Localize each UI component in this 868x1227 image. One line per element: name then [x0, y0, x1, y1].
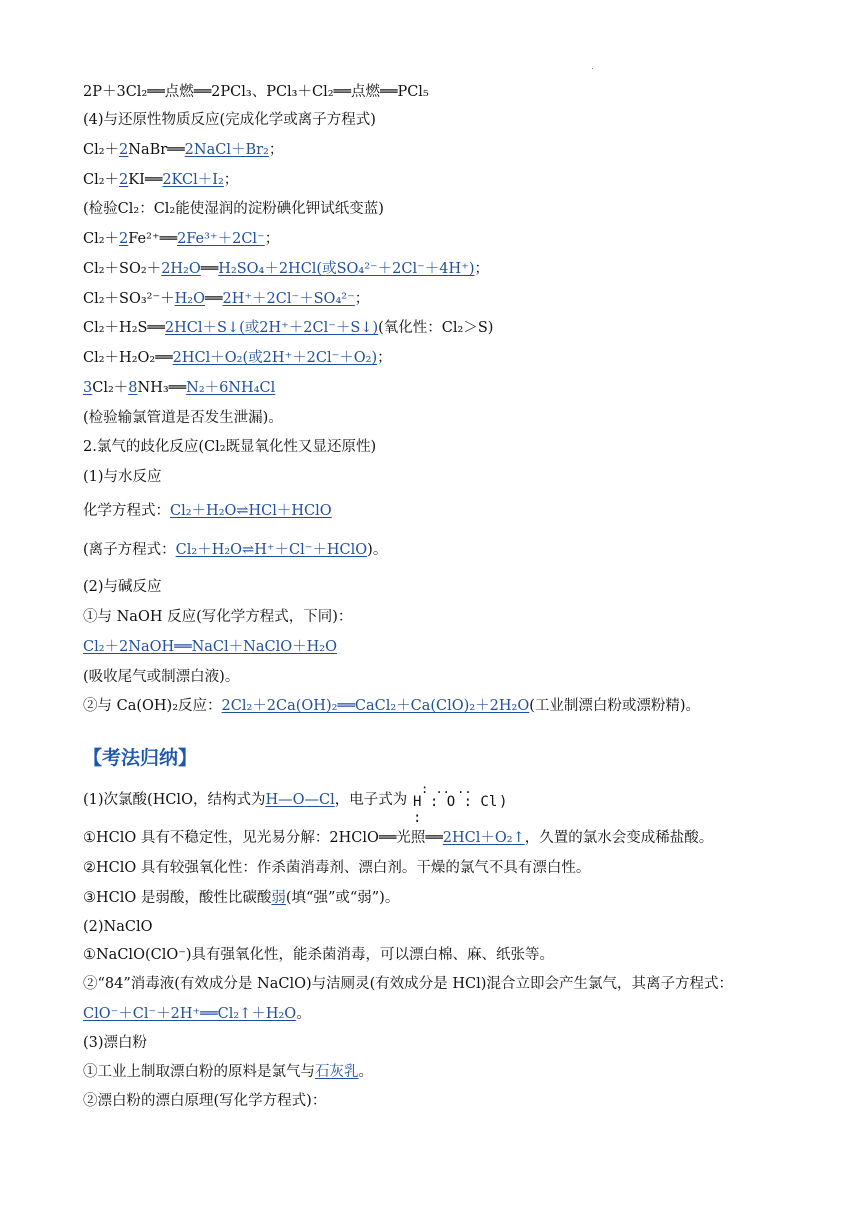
text-line	[83, 828, 713, 848]
answer-text: 2H⁺＋2Cl⁻＋SO₄²⁻	[222, 291, 355, 307]
text-line	[83, 199, 384, 219]
line-text: (离子方程式：	[83, 542, 176, 558]
line-text: NaBr══	[128, 142, 185, 158]
answer-text: 2	[119, 142, 129, 158]
electron-formula	[413, 782, 508, 826]
text-line	[83, 858, 590, 878]
text-line	[83, 1062, 373, 1082]
answer-text: Cl₂＋H₂O⇌H⁺＋Cl⁻＋HClO	[175, 542, 368, 558]
line-text: Fe²⁺══	[128, 231, 178, 247]
line-text: (检验输氯管道是否发生泄漏)。	[83, 410, 283, 426]
line-text: Cl₂＋H₂O₂══	[83, 350, 173, 366]
line-text: Cl₂＋	[83, 231, 120, 247]
line-text: ，久置的氯水会变成稀盐酸。	[524, 830, 714, 846]
answer-text: Cl₂＋H₂O⇌HCl＋HClO	[170, 503, 332, 519]
answer-text: ClO⁻＋Cl⁻＋2H⁺══Cl₂↑＋H₂O	[83, 1006, 297, 1022]
line-text: (填“强”或“弱”)。	[285, 890, 400, 906]
text-line	[83, 259, 489, 279]
answer-text: 2HCl＋S↓(或2H⁺＋2Cl⁻＋S↓)	[164, 320, 379, 336]
line-text: 2P＋3Cl₂══点燃══2PCl₃、PCl₃＋Cl₂══点燃══PCl₅	[83, 84, 429, 100]
line-text: ②漂白粉的漂白原理(写化学方程式)：	[83, 1093, 327, 1109]
line-text: Cl₂＋SO₃²⁻＋	[83, 291, 175, 307]
line-text: 。	[358, 1064, 373, 1080]
line-text: (氧化性：Cl₂＞S)	[378, 320, 494, 336]
answer-text: 2Cl₂＋2Ca(OH)₂══CaCl₂＋Ca(ClO)₂＋2H₂O	[221, 698, 530, 714]
text-line	[83, 607, 352, 627]
line-text: ③HClO 是弱酸，酸性比碳酸	[83, 890, 272, 906]
answer-text: 3	[83, 380, 93, 396]
line-text: ①与 NaOH 反应(写化学方程式，下同)：	[83, 609, 353, 625]
electron-formula-dots: : .. ..	[421, 782, 472, 796]
line-text: 化学方程式：	[83, 503, 170, 519]
text-line	[83, 696, 700, 716]
text-line	[83, 637, 337, 657]
line-text: (2)NaClO	[83, 919, 153, 935]
answer-text: 2HCl＋O₂↑	[442, 830, 525, 846]
answer-text: 2HCl＋O₂(或2H⁺＋2Cl⁻＋O₂)	[172, 350, 378, 366]
text-line	[83, 170, 238, 190]
line-text: ；	[223, 172, 239, 188]
answer-text: 2Fe³⁺＋2Cl⁻	[177, 231, 265, 247]
text-line	[83, 1091, 326, 1111]
text-line	[83, 790, 407, 810]
line-text: ══	[200, 261, 219, 277]
text-line	[83, 577, 162, 597]
text-line	[83, 667, 239, 687]
scan-dot	[592, 68, 593, 69]
line-text: ；	[474, 261, 489, 277]
answer-text: H—O—Cl	[265, 792, 335, 808]
answer-text: 2KCl＋I₂	[162, 172, 224, 188]
line-text: ②“84”消毒液(有效成分是 NaClO)与洁厕灵(有效成分是 HCl)混合立即会产生氯气，其离子方程式：	[83, 976, 733, 992]
answer-text: 8	[128, 380, 138, 396]
line-text: Cl₂＋	[83, 142, 120, 158]
text-line	[83, 348, 392, 368]
answer-text: H₂O	[174, 291, 206, 307]
line-text: (检验Cl₂：Cl₂能使湿润的淀粉碘化钾试纸变蓝)	[83, 201, 384, 217]
text-line	[83, 888, 399, 908]
line-text: (1)次氯酸(HClO，结构式为	[83, 792, 266, 808]
line-text: ，电子式为	[334, 792, 408, 808]
line-text: (1)与水反应	[83, 469, 162, 485]
line-text: ①NaClO(ClO⁻)具有强氧化性，能杀菌消毒，可以漂白棉、麻、纸张等。	[83, 947, 555, 963]
line-text: 2.氯气的歧化反应(Cl₂既显氧化性又显还原性)	[83, 439, 377, 455]
text-line	[83, 110, 376, 130]
line-text: KI══	[128, 172, 163, 188]
answer-text: 2H₂O	[161, 261, 201, 277]
text-line	[83, 540, 387, 560]
text-line	[83, 289, 369, 309]
line-text: ；	[264, 231, 280, 247]
line-text: NH₃══	[137, 380, 187, 396]
text-line	[83, 1004, 311, 1024]
answer-text: 石灰乳	[315, 1064, 359, 1080]
text-line	[83, 945, 554, 965]
line-text: )。	[367, 542, 388, 558]
line-text: Cl₂＋SO₂＋	[83, 261, 162, 277]
line-text: Cl₂＋	[92, 380, 129, 396]
answer-text: N₂＋6NH₄Cl	[186, 380, 276, 396]
line-text: (2)与碱反应	[83, 579, 162, 595]
electron-formula-body: H : O : Cl :	[413, 794, 498, 826]
line-text: ；	[268, 142, 284, 158]
section-title: 【考法归纳】	[83, 747, 198, 769]
text-line	[83, 229, 279, 249]
line-text: ；	[377, 350, 392, 366]
text-line	[83, 408, 283, 428]
answer-text: H₂SO₄＋2HCl(或SO₄²⁻＋2Cl⁻＋4H⁺)	[218, 261, 475, 277]
line-text: ；	[354, 291, 370, 307]
text-line	[83, 82, 429, 102]
text-line	[83, 1033, 147, 1053]
answer-text: 2	[119, 231, 129, 247]
line-text: (4)与还原性物质反应(完成化学或离子方程式)	[83, 112, 376, 128]
answer-text: 弱	[271, 890, 286, 906]
text-line	[83, 140, 283, 160]
text-line	[83, 437, 376, 457]
line-text: ②HClO 具有较强氧化性：作杀菌消毒剂、漂白剂。干燥的氯气不具有漂白性。	[83, 860, 591, 876]
answer-text: 2NaCl＋Br₂	[184, 142, 269, 158]
text-line	[83, 467, 162, 487]
line-text: ①HClO 具有不稳定性，见光易分解：2HClO══光照══	[83, 830, 443, 846]
line-text: Cl₂＋	[83, 172, 120, 188]
text-line	[83, 501, 332, 521]
text-line	[83, 318, 493, 338]
line-text: 。	[296, 1006, 311, 1022]
answer-text: Cl₂＋2NaOH══NaCl＋NaClO＋H₂O	[83, 639, 337, 655]
text-line	[83, 917, 153, 937]
electron-formula-close: )	[499, 794, 508, 810]
line-text: ①工业上制取漂白粉的原料是氯气与	[83, 1064, 315, 1080]
line-text: (3)漂白粉	[83, 1035, 148, 1051]
line-text: Cl₂＋H₂S══	[83, 320, 165, 336]
answer-text: 2	[119, 172, 129, 188]
text-line	[83, 974, 733, 994]
line-text: ②与 Ca(OH)₂反应：	[83, 698, 222, 714]
line-text: (吸收尾气或制漂白液)。	[83, 669, 240, 685]
line-text: ══	[205, 291, 223, 307]
line-text: (工业制漂白粉或漂粉精)。	[529, 698, 701, 714]
text-line	[83, 378, 275, 398]
